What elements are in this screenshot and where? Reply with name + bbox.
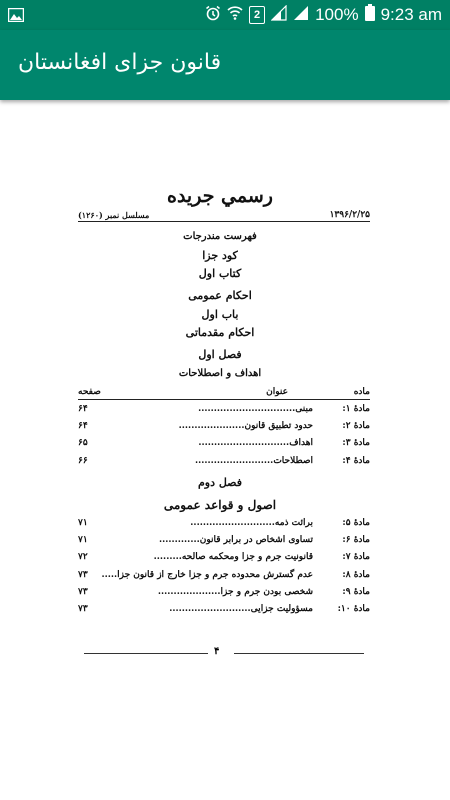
signal-icon [271, 5, 287, 26]
battery-percent: 100% [315, 5, 359, 24]
row-page: ۷۲ [78, 552, 88, 562]
row-page: ۷۳ [78, 587, 88, 597]
toc-row[interactable] [78, 535, 370, 549]
clock-time: 9:23 am [380, 5, 442, 24]
sim-slot-badge: 2 [249, 6, 265, 24]
footer-rule-right [234, 653, 364, 654]
row-article: مادهٔ ۳: [342, 438, 370, 448]
row-title: اهداف............................. [198, 438, 313, 448]
book-heading: کتاب اول [198, 267, 242, 280]
column-title: عنوان [266, 387, 288, 397]
row-article: مادهٔ ۴: [342, 456, 370, 466]
column-article: ماده [353, 387, 370, 397]
toc-row[interactable] [78, 587, 370, 601]
table-rule [78, 399, 370, 400]
footer-rule-left [84, 653, 208, 654]
document-page[interactable] [70, 185, 370, 655]
row-title: قانونیت جرم و جزا ومحکمه صالحه......... [153, 552, 313, 562]
page-number: ۴ [214, 646, 220, 657]
column-page: صفحه [78, 387, 101, 397]
code-heading: کود جزا [202, 249, 238, 262]
row-title: برائت ذمه........................... [190, 518, 313, 528]
chapter-two-title: اصول و قواعد عمومی [163, 498, 277, 512]
toc-row[interactable] [78, 438, 370, 452]
row-article: مادهٔ ۸: [342, 570, 370, 580]
app-bar [0, 30, 450, 100]
toc-row[interactable] [78, 404, 370, 418]
toc-row[interactable] [78, 570, 370, 584]
signal-icon-2 [293, 5, 309, 26]
page-footer [70, 646, 370, 660]
gazette-date: ۱۳۹۶/۲/۲۵ [329, 210, 370, 220]
battery-icon [365, 4, 375, 26]
row-title: عدم گسترش محدوده جرم و جزا خارج از قانون جزا..... [101, 570, 313, 580]
row-page: ۶۶ [78, 456, 88, 466]
row-page: ۶۴ [78, 421, 88, 431]
row-page: ۶۴ [78, 404, 88, 414]
row-article: مادهٔ ۲: [342, 421, 370, 431]
alarm-icon [205, 5, 221, 26]
row-article: مادهٔ ۹: [342, 587, 370, 597]
row-article: مادهٔ ۶: [342, 535, 370, 545]
row-page: ۶۵ [78, 438, 88, 448]
objectives-heading: اهداف و اصطلاحات [178, 368, 262, 379]
chapter-two-heading: فصل دوم [198, 476, 242, 489]
row-title: تساوی اشخاص در برابر قانون............. [158, 535, 313, 545]
toc-row[interactable] [78, 456, 370, 470]
row-title: مبنی............................... [198, 404, 313, 414]
toc-row[interactable] [78, 552, 370, 566]
status-bar [0, 0, 450, 30]
gazette-title: رسمي جريده [167, 185, 273, 207]
row-page: ۷۱ [78, 535, 88, 545]
row-article: مادهٔ ۱۰: [337, 604, 370, 614]
row-title: شخصی بودن جرم و جزا.................... [157, 587, 313, 597]
app-title: قانون جزای افغانستان [18, 50, 222, 75]
row-article: مادهٔ ۱: [342, 404, 370, 414]
toc-row[interactable] [78, 421, 370, 435]
header-rule [78, 221, 370, 222]
toc-row[interactable] [78, 604, 370, 618]
row-title: مسؤولیت جزایی.......................... [169, 604, 313, 614]
part-heading: باب اول [201, 308, 239, 321]
row-page: ۷۳ [78, 604, 88, 614]
row-title: حدود تطبیق قانون..................... [178, 421, 313, 431]
preliminary-heading: احکام مقدماتی [185, 326, 255, 339]
general-provisions-heading: احکام عمومی [188, 289, 252, 302]
row-page: ۷۳ [78, 570, 88, 580]
toc-heading: فهرست مندرجات [183, 231, 257, 242]
wifi-icon [227, 5, 243, 26]
row-page: ۷۱ [78, 518, 88, 528]
row-article: مادهٔ ۷: [342, 552, 370, 562]
row-article: مادهٔ ۵: [342, 518, 370, 528]
toc-row[interactable] [78, 518, 370, 532]
chapter-heading: فصل اول [198, 348, 242, 361]
gazette-serial: مسلسل نمبر (۱۲۶۰) [78, 210, 150, 220]
gallery-notification-icon [8, 7, 24, 26]
row-title: اصطلاحات......................... [194, 456, 313, 466]
